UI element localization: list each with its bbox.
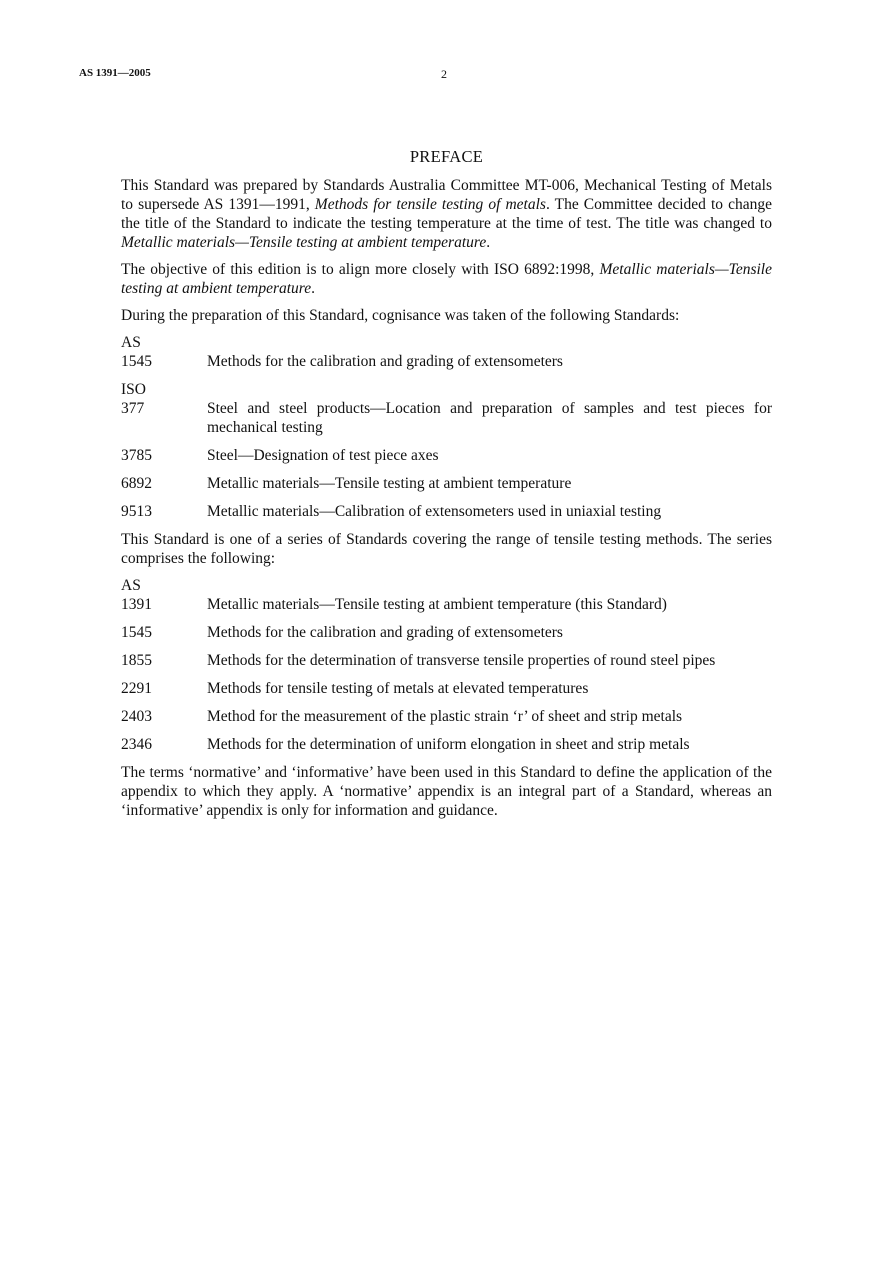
reference-row: [121, 352, 772, 371]
series-row: [121, 651, 772, 670]
series-number: 1391: [121, 596, 152, 613]
series-title: Metallic materials—Tensile testing at ambient temperature (this Standard): [207, 596, 667, 613]
series-title: Methods for tensile testing of metals at elevated temperatures: [207, 680, 589, 697]
series-title: Method for the measurement of the plastic strain ‘r’ of sheet and strip metals: [207, 708, 683, 725]
series-row: [121, 707, 772, 726]
intro-paragraph-1: [121, 176, 772, 252]
intro-p1-old-title: Methods for tensile testing of metals: [314, 196, 546, 213]
series-row: [121, 595, 772, 614]
reference-number: 377: [121, 400, 145, 417]
reference-row: [121, 399, 772, 437]
reference-title: Steel and steel products—Location and preparation of samples and test pieces for mechanical testing: [207, 400, 772, 436]
intro-p2-text-a: The objective of this edition is to align more closely with ISO 6892:1998,: [121, 261, 600, 278]
series-title: Methods for the calibration and grading of extensometers: [207, 624, 563, 641]
intro-paragraph-2: [121, 260, 772, 298]
series-number: 1545: [121, 624, 152, 641]
series-number: 2346: [121, 736, 152, 753]
intro-p2-text-c: .: [311, 280, 316, 297]
series-row: [121, 735, 772, 754]
reference-row: [121, 502, 772, 521]
series-number: 1855: [121, 652, 152, 669]
reference-number: 1545: [121, 353, 152, 370]
page-number: 2: [441, 67, 447, 81]
series-number: 2291: [121, 680, 152, 697]
page-title: PREFACE: [409, 147, 484, 166]
closing-paragraph: The terms ‘normative’ and ‘informative’ have been used in this Standard to define the application of the appendix to which they apply. A ‘normative’ appendix is an integral part of a Standard, whereas an ‘informative’ appendix is only for information and guidance.: [121, 764, 772, 819]
intro-p2-iso-title: Metallic materials—Tensile testing at ambient temperature: [121, 261, 772, 297]
page-content: [121, 147, 772, 828]
reference-row: [121, 446, 772, 465]
reference-number: 3785: [121, 447, 152, 464]
reference-title: Methods for the calibration and grading of extensometers: [207, 353, 563, 370]
intro-paragraph-3: During the preparation of this Standard, cognisance was taken of the following Standards:: [121, 307, 680, 324]
cognisance-as-label: AS: [121, 334, 141, 351]
series-title: Methods for the determination of uniform elongation in sheet and strip metals: [207, 736, 690, 753]
reference-title: Metallic materials—Calibration of extensometers used in uniaxial testing: [207, 503, 662, 520]
series-title: Methods for the determination of transverse tensile properties of round steel pipes: [207, 652, 716, 669]
reference-title: Metallic materials—Tensile testing at ambient temperature: [207, 475, 572, 492]
reference-title: Steel—Designation of test piece axes: [207, 447, 439, 464]
reference-number: 9513: [121, 503, 152, 520]
series-row: [121, 679, 772, 698]
intro-p1-text-e: .: [486, 234, 491, 251]
document-id: AS 1391—2005: [79, 67, 151, 79]
series-row: [121, 623, 772, 642]
series-as-label: AS: [121, 577, 141, 594]
reference-row: [121, 474, 772, 493]
intro-p1-text-a: This Standard was prepared by Standards Australia Committee MT-006, Mechanical Testing of Metals to supersede AS 1391—1991,: [121, 177, 772, 213]
reference-number: 6892: [121, 475, 152, 492]
cognisance-iso-label: ISO: [121, 381, 146, 398]
intro-p1-new-title: Metallic materials—Tensile testing at ambient temperature: [121, 234, 487, 251]
series-intro-paragraph: This Standard is one of a series of Standards covering the range of tensile testing methods. The series comprises the following:: [121, 531, 772, 567]
series-number: 2403: [121, 708, 152, 725]
intro-p1-text-c: . The Committee decided to change the title of the Standard to indicate the testing temperature at the time of test. The title was changed to: [121, 196, 772, 232]
